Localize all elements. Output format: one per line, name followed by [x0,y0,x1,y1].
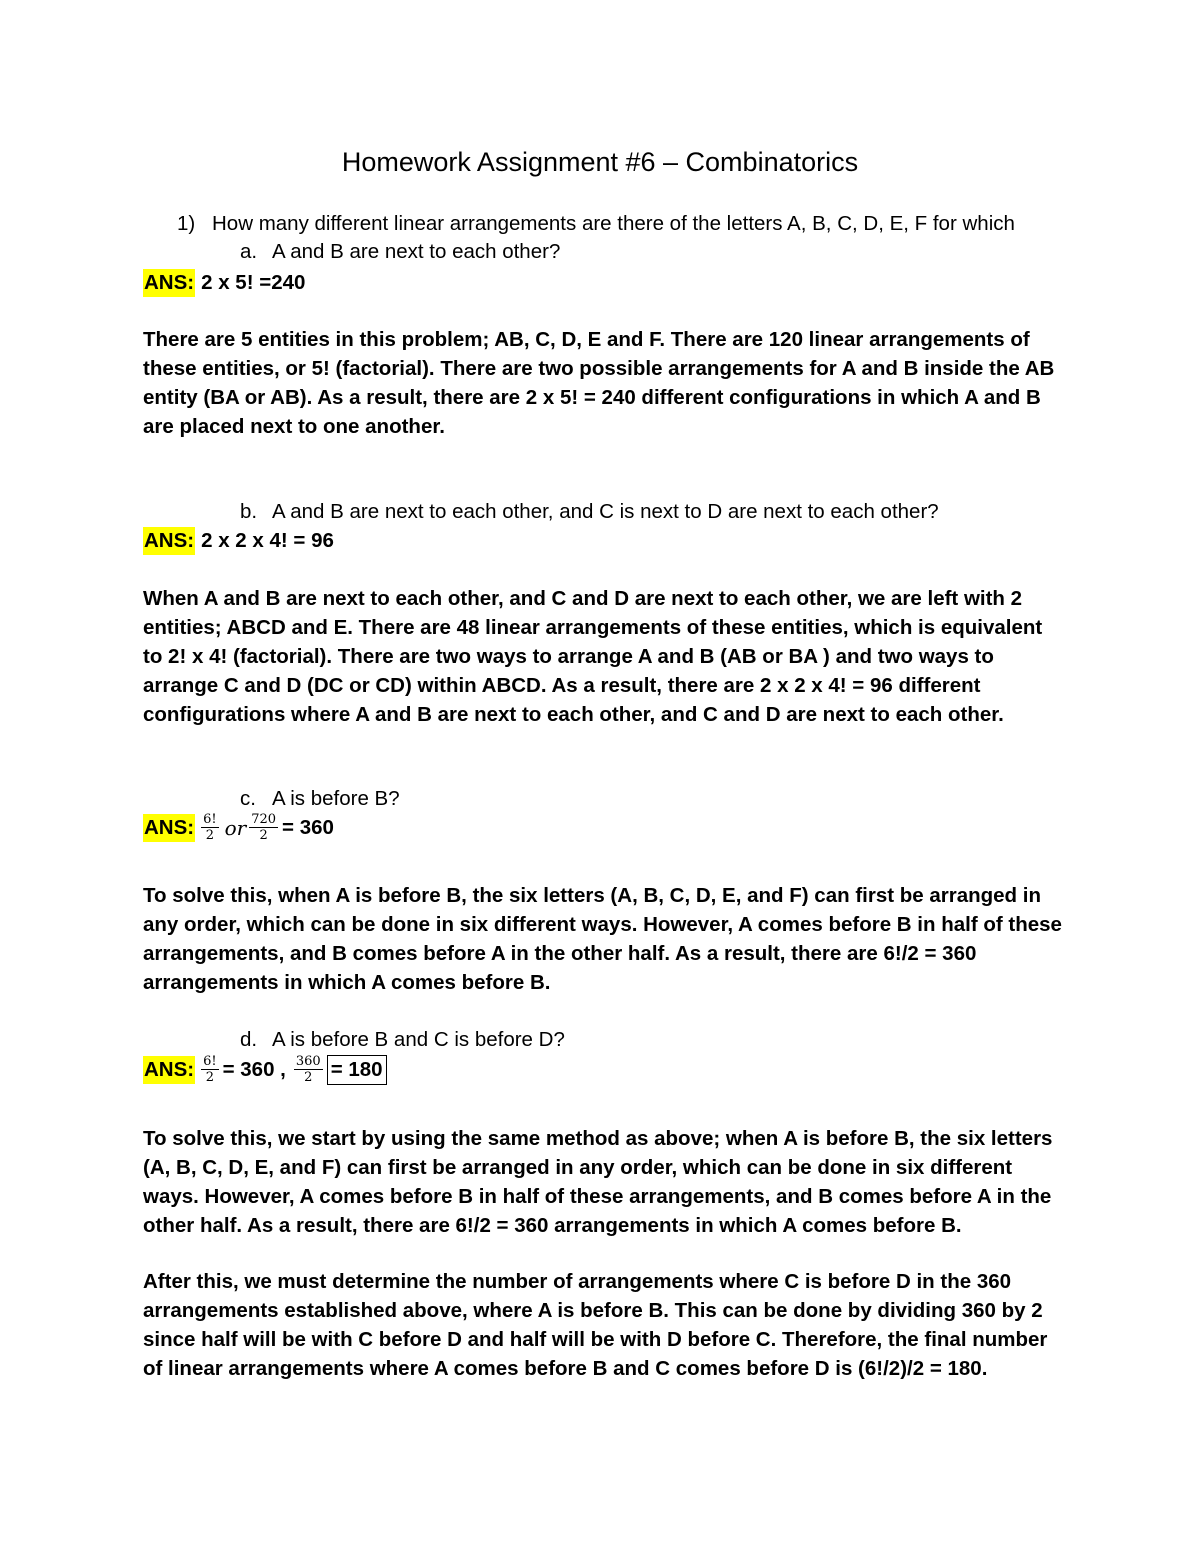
part-b-heading [240,498,939,526]
fraction-numerator: 6! [203,1054,217,1069]
fraction-denominator: 2 [205,828,214,843]
part-b-answer-value: 2 x 2 x 4! = 96 [201,529,334,552]
part-c-explanation: To solve this, when A is before B, the six letters (A, B, C, D, E, and F) can first be arranged in any order, which can be done in six different ways. However, A comes before B in half of these arrangements, and B comes before A in the other half. As a result, there are 6!/2 = 360 arrangements in which A comes before B. [143,884,1062,994]
or-word: or [224,815,247,840]
question-number: 1) [177,212,196,235]
part-c-text: A is before B? [272,787,400,810]
question-text: How many different linear arrangements are there of the letters A, B, C, D, E, F for which [212,212,1015,235]
ans-label-highlight: ANS: [143,814,195,842]
fraction-numerator: 720 [251,812,277,827]
part-a-text: A and B are next to each other? [272,240,561,263]
part-d-text: A is before B and C is before D? [272,1028,565,1051]
part-d-letter: d. [240,1028,258,1051]
page-title: Homework Assignment #6 – Combinatorics [341,147,859,177]
part-c-letter: c. [240,787,256,810]
part-b-text: A and B are next to each other, and C is next to D are next to each other? [272,500,939,523]
part-d-explanation-2: After this, we must determine the number of arrangements where C is before D in the 360 arrangements established above, where A is before B. This can be done by dividing 360 by 2 since half will be with C before D and half will be with D before C. Therefore, the final number of linear arrangements where A comes before B and C comes before D is (6!/2)/2 = 180. [143,1270,1048,1380]
part-d-explanation-1: To solve this, we start by using the same method as above; when A is before B, the six letters (A, B, C, D, E, and F) can first be arranged in any order, which can be done in six different ways. However, A comes before B in half of these arrangements, and B comes before A in the other half. As a result, there are 6!/2 = 360 arrangements in which A comes before B. [143,1127,1053,1237]
part-c-heading [240,785,400,813]
part-a-answer-value: 2 x 5! =240 [201,271,306,294]
ans-label-highlight: ANS: [143,1056,195,1084]
ans-label-highlight: ANS: [143,269,195,297]
ans-label-highlight: ANS: [143,527,195,555]
part-a-heading [240,238,560,266]
part-d-heading [240,1026,565,1054]
part-b-answer [143,527,334,555]
fraction-denominator: 2 [259,828,268,843]
part-b-letter: b. [240,500,258,523]
fraction-720-over-2 [249,812,278,843]
fraction-numerator: 6! [203,812,217,827]
fraction-numerator: 360 [295,1054,321,1069]
fraction-6-factorial-over-2 [201,812,219,843]
final-answer-box: = 180 [327,1055,387,1085]
part-b-explanation: When A and B are next to each other, and C and D are next to each other, we are left with 2 entities; ABCD and E. There are 48 linear arrangements of these entities, which is equivalent to 2! x 4! (factorial). There are two ways to arrange A and B (AB or BA ) and two ways to arrange C and D (DC or CD) within ABCD. As a result, there are 2 x 2 x 4! = 96 different configurations where A and B are next to each other, and C and D are next to each other. [143,587,1043,726]
part-c-answer [143,812,334,843]
part-a-letter: a. [240,240,258,263]
question-1 [177,210,1015,238]
part-a-explanation: There are 5 entities in this problem; AB, C, D, E and F. There are 120 linear arrangements of these entities, or 5! (factorial). There are two possible arrangements for A and B inside the AB entity (BA or AB). As a result, there are 2 x 5! = 240 different configurations in which A and B are placed next to one another. [143,328,1055,438]
part-a-answer [143,269,305,297]
part-d-answer [143,1054,387,1085]
part-c-answer-value: = 360 [282,815,334,839]
part-d-intermediate-value: = 360 , [222,1057,286,1081]
fraction-6-factorial-over-2 [201,1054,219,1085]
fraction-denominator: 2 [304,1070,313,1085]
fraction-denominator: 2 [205,1070,214,1085]
fraction-360-over-2 [294,1054,323,1085]
